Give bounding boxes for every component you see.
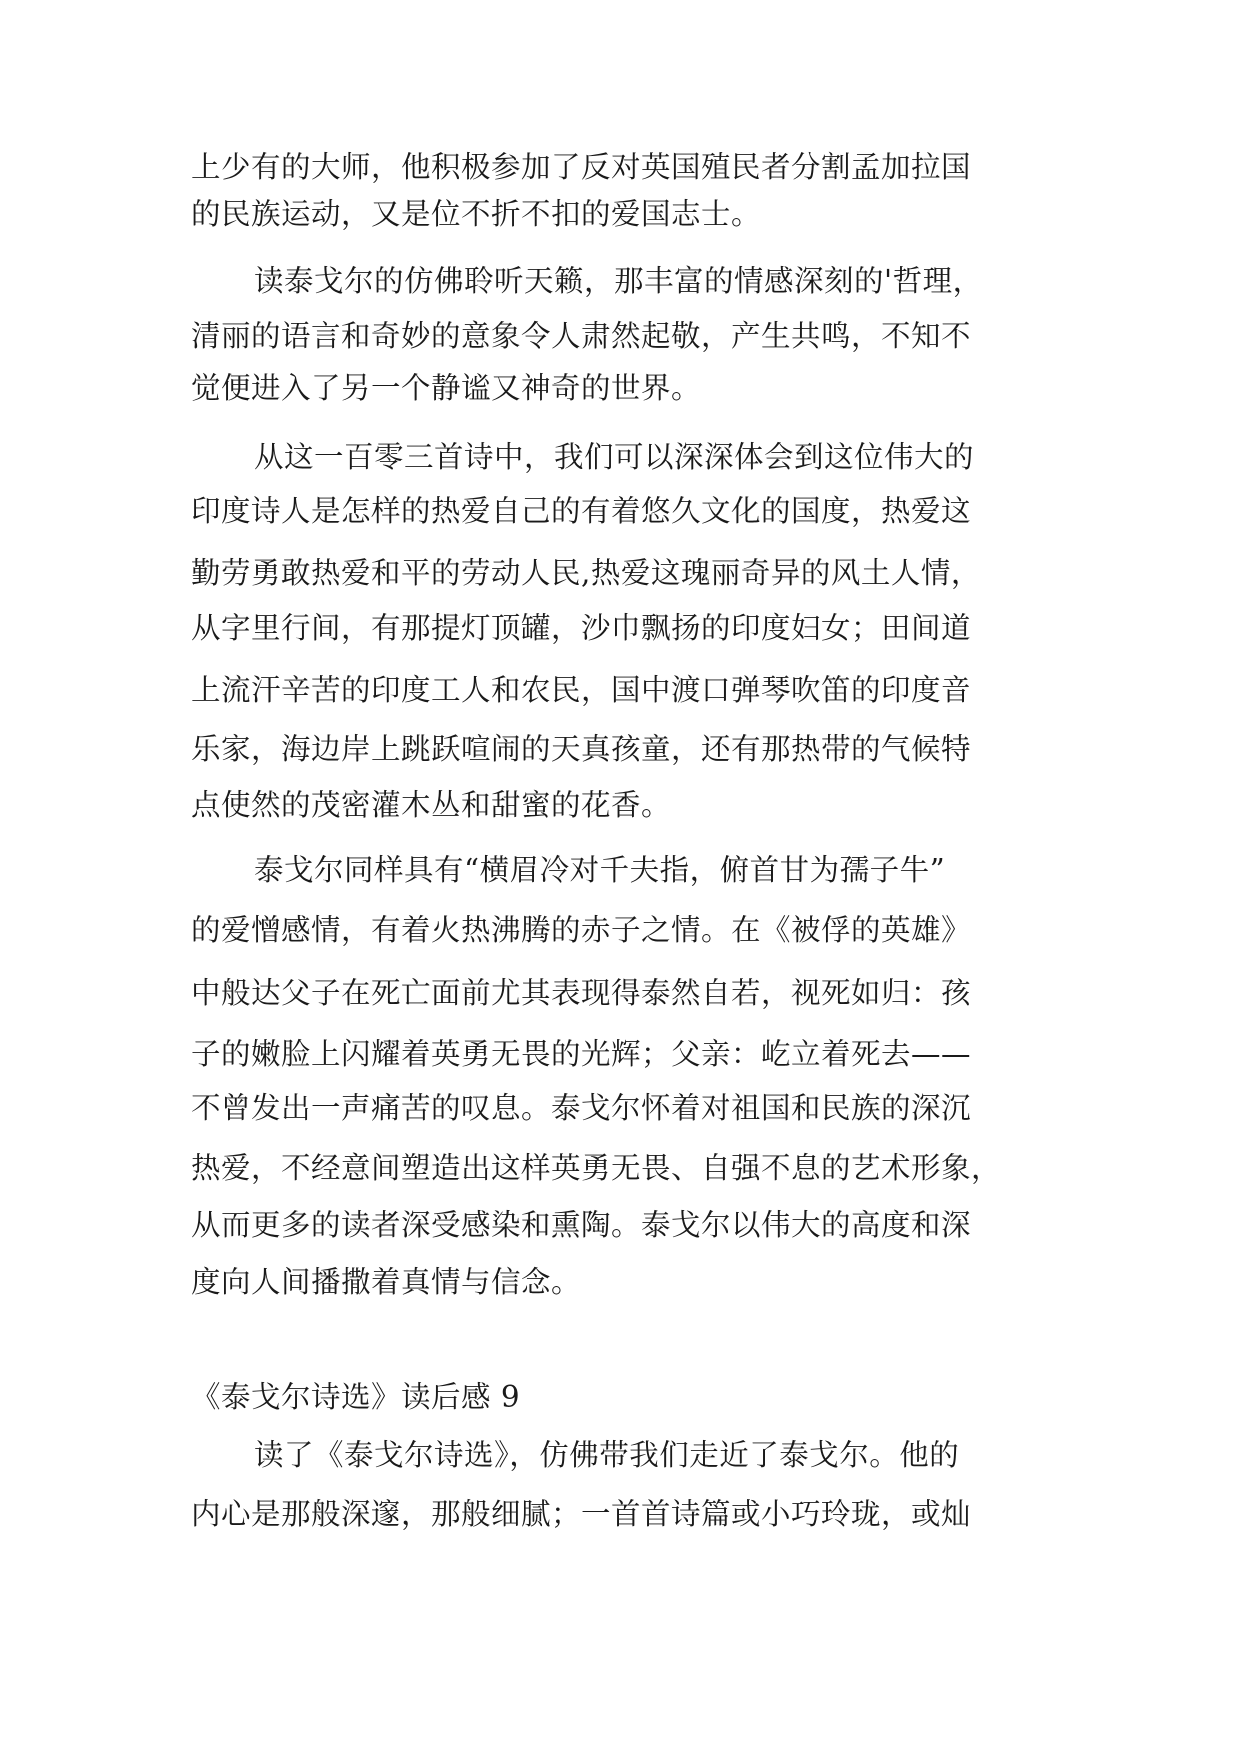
text-line: 中般达父子在死亡面前尤其表现得泰然自若，视死如归：孩 [191, 976, 972, 1010]
text-line: 热爱，不经意间塑造出这样英勇无畏、自强不息的艺术形象， [191, 1151, 1002, 1185]
text-line: 度向人间播撒着真情与信念。 [191, 1265, 582, 1299]
text-line: 内心是那般深邃，那般细腻；一首首诗篇或小巧玲珑，或灿 [191, 1497, 972, 1531]
text-line: 从而更多的读者深受感染和熏陶。泰戈尔以伟大的高度和深 [191, 1208, 972, 1242]
text-line: 乐家，海边岸上跳跃喧闹的天真孩童，还有那热带的气候特 [191, 732, 972, 766]
text-line: 上流汗辛苦的印度工人和农民，国中渡口弹琴吹笛的印度音 [191, 673, 972, 707]
paragraph-start-line: 泰戈尔同样具有“横眉冷对千夫指，俯首甘为孺子牛” [254, 853, 946, 887]
text-line: 印度诗人是怎样的热爱自己的有着悠久文化的国度，热爱这 [191, 494, 972, 528]
paragraph-start-line: 读泰戈尔的仿佛聆听天籁，那丰富的情感深刻的'哲理， [254, 264, 983, 298]
text-line: 觉便进入了另一个静谧又神奇的世界。 [191, 371, 702, 405]
paragraph-start-line: 从这一百零三首诗中，我们可以深深体会到这位伟大的 [254, 440, 975, 474]
paragraph-start-line: 读了《泰戈尔诗选》，仿佛带我们走近了泰戈尔。他的 [254, 1438, 960, 1472]
text-line: 勤劳勇敢热爱和平的劳动人民,热爱这瑰丽奇异的风土人情， [191, 556, 981, 590]
text-line: 的民族运动，又是位不折不扣的爱国志士。 [191, 197, 762, 231]
text-line: 点使然的茂密灌木丛和甜蜜的花香。 [191, 788, 672, 822]
text-line: 的爱憎感情，有着火热沸腾的赤子之情。在《被俘的英雄》 [191, 913, 972, 947]
text-line: 从字里行间，有那提灯顶罐，沙巾飘扬的印度妇女；田间道 [191, 611, 972, 645]
section-heading: 《泰戈尔诗选》读后感 9 [191, 1380, 521, 1414]
text-line: 不曾发出一声痛苦的叹息。泰戈尔怀着对祖国和民族的深沉 [191, 1091, 972, 1125]
text-line: 子的嫩脸上闪耀着英勇无畏的光辉；父亲：屹立着死去—— [191, 1037, 972, 1071]
text-line: 清丽的语言和奇妙的意象令人肃然起敬，产生共鸣，不知不 [191, 319, 972, 353]
text-line: 上少有的大师，他积极参加了反对英国殖民者分割孟加拉国 [191, 150, 972, 184]
